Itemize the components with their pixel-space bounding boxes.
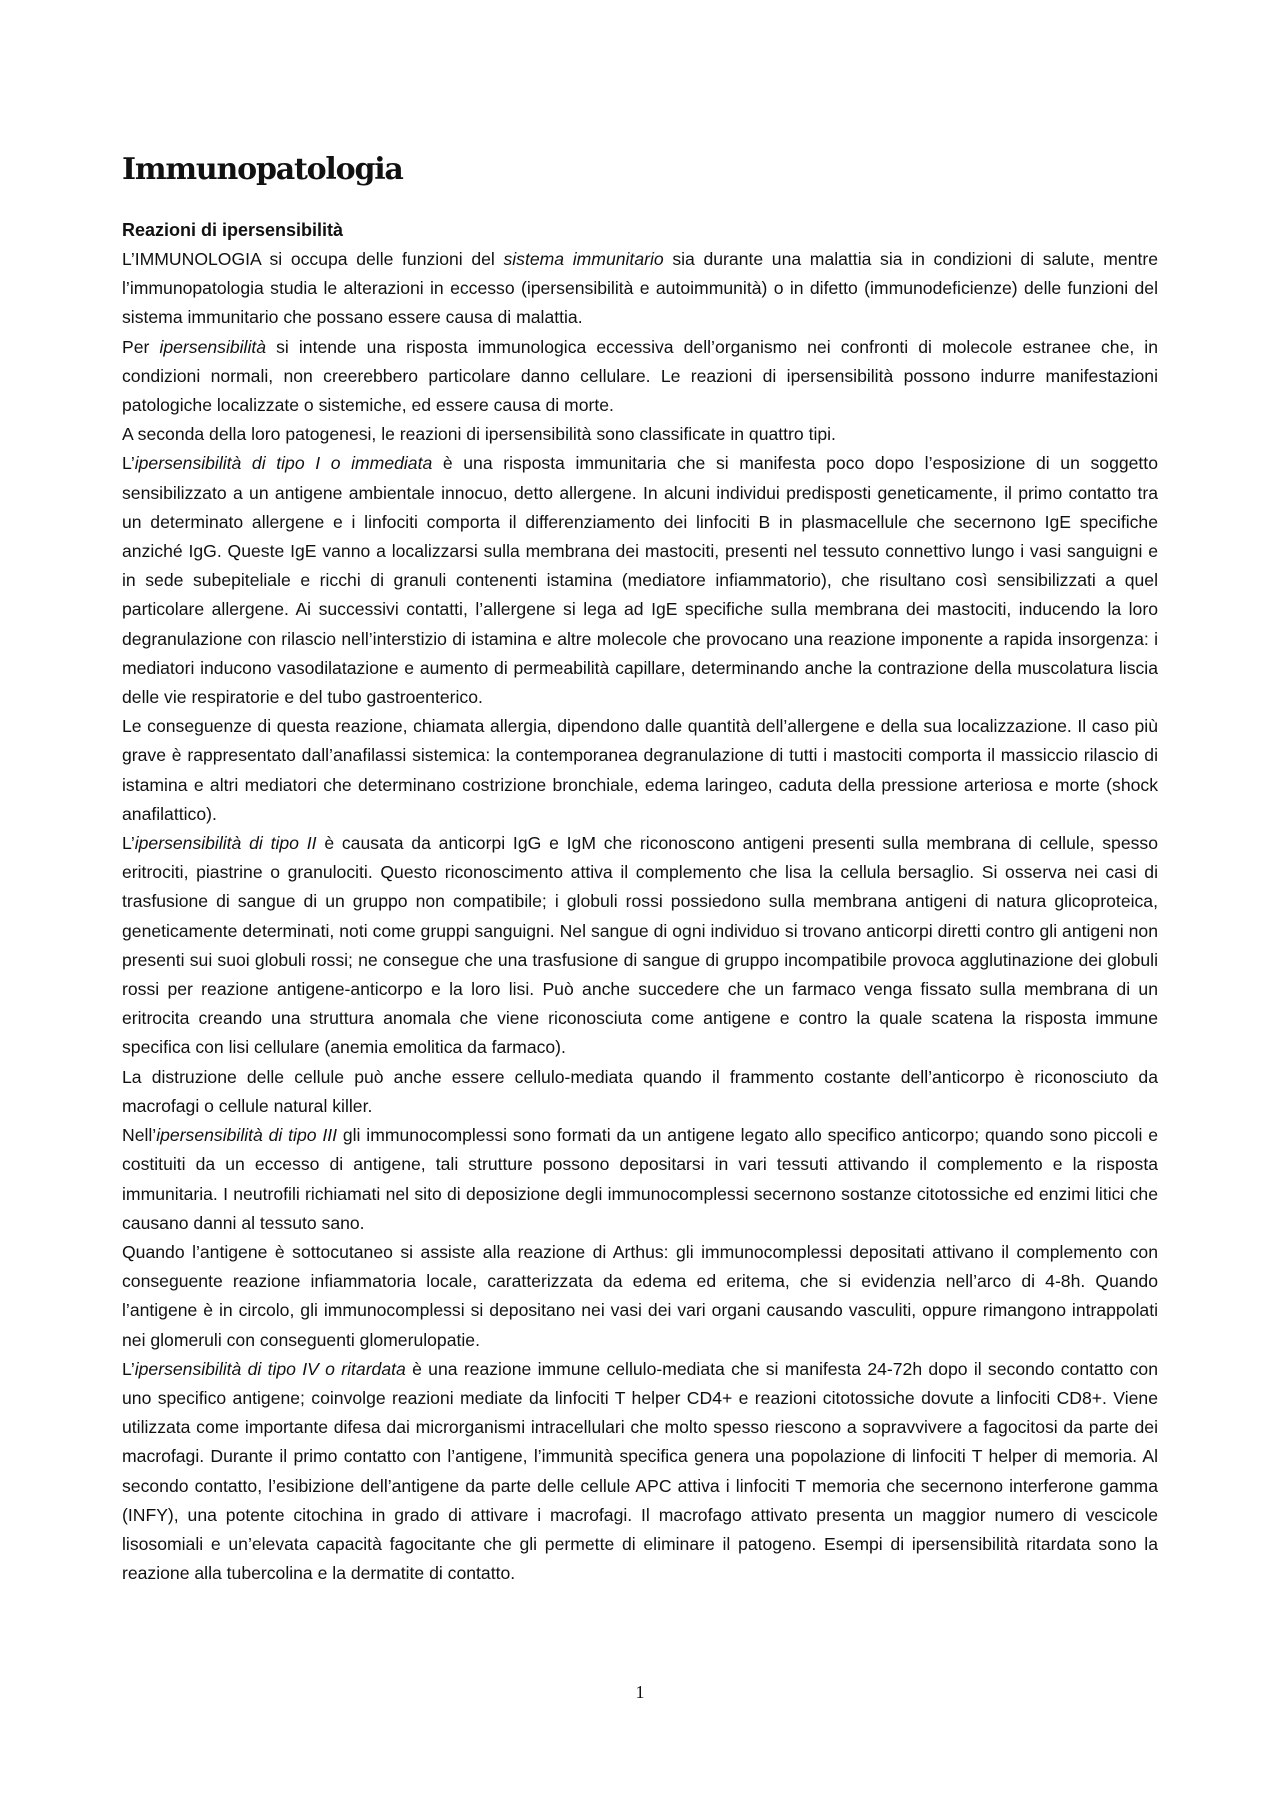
paragraph (122, 1121, 1158, 1238)
italic-term: ipersensibilità (159, 336, 267, 357)
text-run: L’ (122, 833, 135, 854)
text-run: Quando l’antigene è sottocutaneo si assiste alla reazione di Arthus: gli immunocomplessi depositati attivano il complemento con conseguente reazione infiammatoria locale, caratterizzata da edema ed eritema, che si evidenzia nell’arco di 4-8h. Quando l’antigene è in circolo, gli immunocomplessi si depositano nei vasi dei vari organi causando vasculiti, oppure rimangono intrappolati nei glomeruli con conseguenti glomerulopatie. (122, 1241, 1158, 1350)
document-title: Immunopatologia (122, 152, 403, 187)
paragraph (122, 1238, 1158, 1355)
paragraph (122, 1063, 1158, 1121)
paragraph (122, 829, 1158, 1063)
text-run: è causata da anticorpi IgG e IgM che riconoscono antigeni presenti sulla membrana di cellule, spesso eritrociti, piastrine o granulociti. Questo riconoscimento attiva il complemento che lisa la cellula bersaglio. Si osserva nei casi di trasfusione di sangue di un gruppo non compatibile; i globuli rossi possiedono sulla membrana antigeni di natura glicoproteica, geneticamente determinati, noti come gruppi sanguigni. Nel sangue di ogni individuo si trovano anticorpi diretti contro gli antigeni non presenti sui suoi globuli rossi; ne consegue che una trasfusione di sangue di gruppo incompatibile provoca agglutinazione dei globuli rossi per reazione antigene-anticorpo e la loro lisi. Può anche succedere che un farmaco venga fissato sulla membrana di un eritrocita creando una struttura anomala che viene riconosciuta come antigene e contro la quale scatena la risposta immune specifica con lisi cellulare (anemia emolitica da farmaco). (122, 833, 1158, 1058)
document-page (122, 150, 1158, 1588)
text-run: L’IMMUNOLOGIA si occupa delle funzioni del (122, 249, 504, 269)
text-run: gli immunocomplessi sono formati da un antigene legato allo specifico anticorpo; quando sono piccoli e costituiti da un eccesso di antigene, tali strutture possono depositarsi in vari tessuti attivando il complemento e la risposta immunitaria. I neutrofili richiamati nel sito di deposizione degli immunocomplessi secernono sostanze citotossiche ed enzimi litici che causano danni al tessuto sano. (122, 1125, 1159, 1233)
text-run: L’ (122, 1358, 135, 1379)
text-run: sia durante una malattia sia in condizioni di salute, mentre l’immunopatologia studia le alterazioni in eccesso (ipersensibilità e autoimmunità) o in difetto (immunodeficienze) delle funzioni del sistema immunitario che possano essere causa di malattia. (122, 249, 1159, 328)
text-run: Per (122, 336, 160, 357)
paragraph (122, 333, 1158, 421)
paragraph (122, 245, 1158, 333)
paragraph (122, 1355, 1158, 1589)
paragraph (122, 420, 1158, 449)
paragraph (122, 712, 1158, 829)
text-run: La distruzione delle cellule può anche essere cellulo-mediata quando il frammento costante dell’anticorpo è riconosciuto da macrofagi o cellule natural killer. (122, 1066, 1158, 1116)
italic-term: sistema immunitario (503, 249, 664, 269)
text-run: Nell’ (122, 1125, 157, 1146)
italic-term: ipersensibilità di tipo II (134, 833, 317, 854)
section-title: Reazioni di ipersensibilità (122, 220, 344, 240)
text-run: si intende una risposta immunologica eccessiva dell’organismo nei confronti di molecole estranee che, in condizioni normali, non creerebbero particolare danno cellulare. Le reazioni di ipersensibilità possono indurre manifestazioni patologiche localizzate o sistemiche, ed essere causa di morte. (122, 336, 1158, 416)
text-run: è una reazione immune cellulo-mediata che si manifesta 24-72h dopo il secondo contatto con uno specifico antigene; coinvolge reazioni mediate da linfociti T helper CD4+ e reazioni citotossiche dovute a linfociti CD8+. Viene utilizzata come importante difesa dai microrganismi intracellulari che molto spesso riescono a sopravvivere a fagocitosi da parte dei macrofagi. Durante il primo contatto con l’antigene, l’immunità specifica genera una popolazione di linfociti T helper di memoria. Al secondo contatto, l’esibizione dell’antigene da parte delle cellule APC attiva i linfociti T memoria che secernono interferone gamma (INFY), una potente citochina in grado di attivare i macrofagi. Il macrofago attivato presenta un maggior numero di vescicole lisosomiali e un’elevata capacità fagocitante che gli permette di eliminare il patogeno. Esempi di ipersensibilità ritardata sono la reazione alla tubercolina e la dermatite di contatto. (122, 1358, 1159, 1584)
italic-term: ipersensibilità di tipo IV o ritardata (134, 1358, 406, 1379)
text-run: L’ (122, 453, 135, 474)
text-run: Le conseguenze di questa reazione, chiamata allergia, dipendono dalle quantità dell’allergene e della sua localizzazione. Il caso più grave è rappresentato dall’anafilassi sistemica: la contemporanea degranulazione di tutti i mastociti comporta il massiccio rilascio di istamina e altri mediatori che determinano costrizione bronchiale, edema laringeo, caduta della pressione arteriosa e morte (shock anafilattico). (122, 716, 1158, 824)
italic-term: ipersensibilità di tipo I o immediata (134, 453, 433, 474)
text-run: A seconda della loro patogenesi, le reazioni di ipersensibilità sono classificate in quattro tipi. (122, 424, 836, 445)
text-run: è una risposta immunitaria che si manifesta poco dopo l’esposizione di un soggetto sensibilizzato a un antigene ambientale innocuo, detto allergene. In alcuni individui predisposti geneticamente, il primo contatto tra un determinato allergene e i linfociti comporta il differenziamento dei linfociti B in plasmacellule che secernono IgE specifiche anziché IgG. Queste IgE vanno a localizzarsi sulla membrana dei mastociti, presenti nel tessuto connettivo lungo i vasi sanguigni e in sede subepiteliale e ricchi di granuli contenenti istamina (mediatore infiammatorio), che risultano così sensibilizzati a quel particolare allergene. Ai successivi contatti, l’allergene si lega ad IgE specifiche sulla membrana dei mastociti, inducendo la loro degranulazione con rilascio nell’interstizio di istamina e altre molecole che provocano una reazione imponente a rapida insorgenza: i mediatori inducono vasodilatazione e aumento di permeabilità capillare, determinando anche la contrazione della muscolatura liscia delle vie respiratorie e del tubo gastroenterico. (122, 453, 1158, 708)
paragraphs (122, 245, 1158, 1588)
paragraph (122, 449, 1158, 712)
italic-term: ipersensibilità di tipo III (156, 1125, 338, 1146)
page-number: 1 (635, 1682, 645, 1702)
